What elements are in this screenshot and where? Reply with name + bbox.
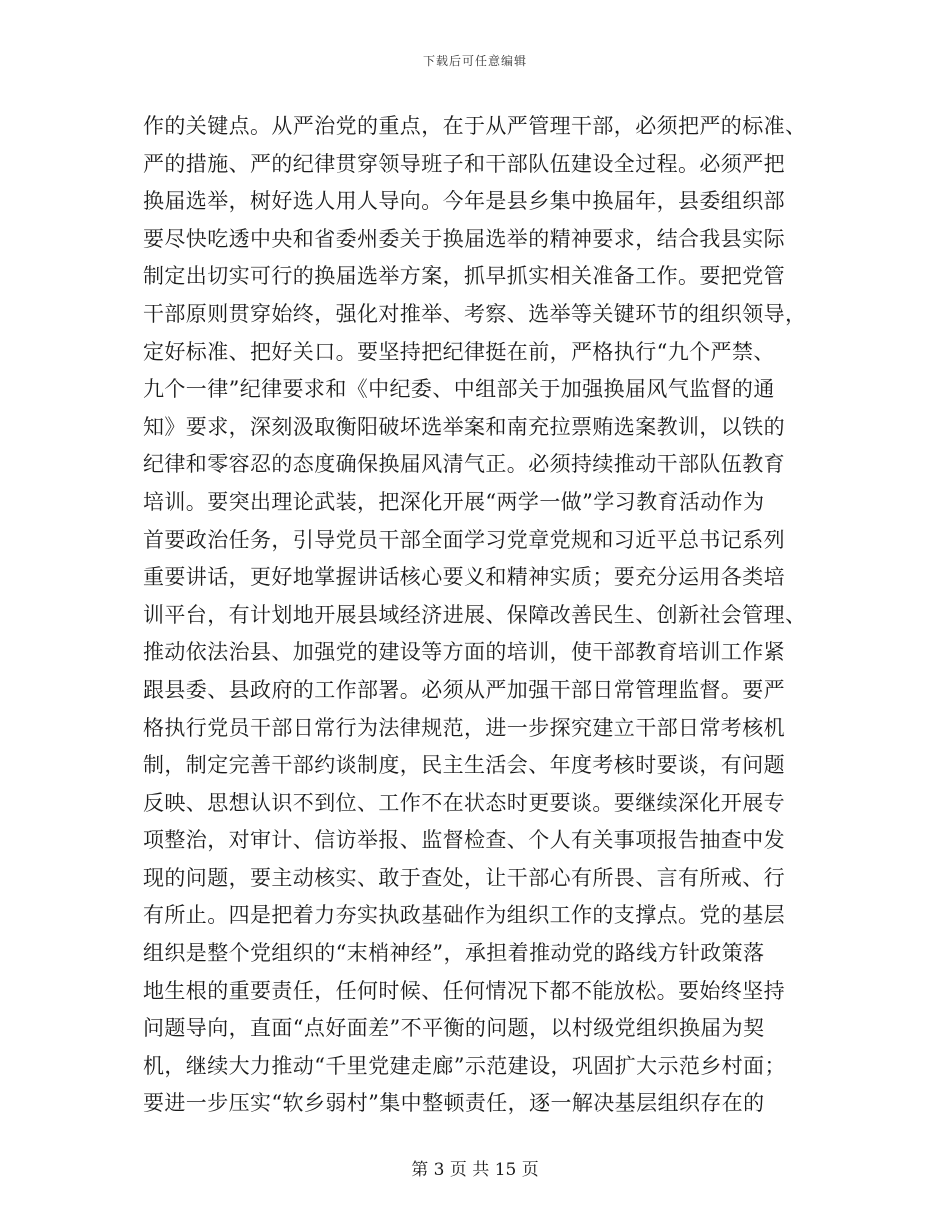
- body-line: 项整治，对审计、信访举报、监督检查、个人有关事项报告抽查中发: [143, 828, 785, 853]
- body-line: 格执行党员干部日常行为法律规范，进一步探究建立干部日常考核机: [143, 715, 785, 740]
- body-line: 跟县委、县政府的工作部署。必须从严加强干部日常管理监督。要严: [143, 677, 785, 702]
- body-line: 有所止。四是把着力夯实执政基础作为组织工作的支撑点。党的基层: [143, 903, 785, 928]
- body-line: 重要讲话，更好地掌握讲话核心要义和精神实质；要充分运用各类培: [143, 565, 785, 590]
- page-number-footer: 第 3 页 共 15 页: [411, 1160, 539, 1180]
- body-line: 制，制定完善干部约谈制度，民主生活会、年度考核时要谈，有问题: [143, 753, 785, 778]
- body-line: 换届选举，树好选人用人导向。今年是县乡集中换届年，县委组织部: [143, 189, 785, 214]
- body-line: 知》要求，深刻汲取衡阳破坏选举案和南充拉票贿选案教训，以铁的: [143, 414, 785, 439]
- body-line: 要尽快吃透中央和省委州委关于换届选举的精神要求，结合我县实际: [143, 226, 785, 251]
- body-line: 组织是整个党组织的“末梢神经”，承担着推动党的路线方针政策落: [143, 941, 765, 966]
- page-header: 下载后可任意编辑: [422, 54, 527, 68]
- body-line: 首要政治任务，引导党员干部全面学习党章党规和习近平总书记系列: [143, 527, 785, 552]
- body-line: 作的关键点。从严治党的重点，在于从严管理干部，必须把严的标准、: [143, 114, 807, 138]
- body-line: 反映、思想认识不到位、工作不在状态时更要谈。要继续深化开展专: [143, 790, 785, 815]
- body-line: 干部原则贯穿始终，强化对推举、考察、选举等关键环节的组织领导，: [143, 301, 807, 326]
- body-line: 纪律和零容忍的态度确保换届风清气正。必须持续推动干部队伍教育: [143, 452, 785, 477]
- body-line: 严的措施、严的纪律贯穿领导班子和干部队伍建设全过程。必须严把: [143, 151, 785, 176]
- body-line: 训平台，有计划地开展县域经济进展、保障改善民生、创新社会管理、: [143, 602, 807, 627]
- body-line: 定好标准、把好关口。要坚持把纪律挺在前，严格执行“九个严禁、: [143, 339, 775, 364]
- body-line: 制定出切实可行的换届选举方案，抓早抓实相关准备工作。要把党管: [143, 264, 785, 289]
- body-line: 机，继续大力推动“千里党建走廊”示范建设，巩固扩大示范乡村面；: [143, 1053, 786, 1078]
- body-line: 九个一律”纪律要求和《中纪委、中组部关于加强换届风气监督的通: [143, 377, 775, 402]
- body-line: 地生根的重要责任，任何时候、任何情况下都不能放松。要始终坚持: [143, 978, 785, 1003]
- body-line: 推动依法治县、加强党的建设等方面的培训，使干部教育培训工作紧: [143, 640, 785, 665]
- body-line: 问题导向，直面“点好面差”不平衡的问题，以村级党组织换届为契: [143, 1016, 765, 1041]
- document-body: [143, 108, 813, 1123]
- body-line: 要进一步压实“软乡弱村”集中整顿责任，逐一解决基层组织存在的: [143, 1091, 765, 1116]
- body-line: 现的问题，要主动核实、敢于查处，让干部心有所畏、言有所戒、行: [143, 865, 785, 890]
- body-line: 培训。要突出理论武装，把深化开展“两学一做”学习教育活动作为: [143, 489, 765, 514]
